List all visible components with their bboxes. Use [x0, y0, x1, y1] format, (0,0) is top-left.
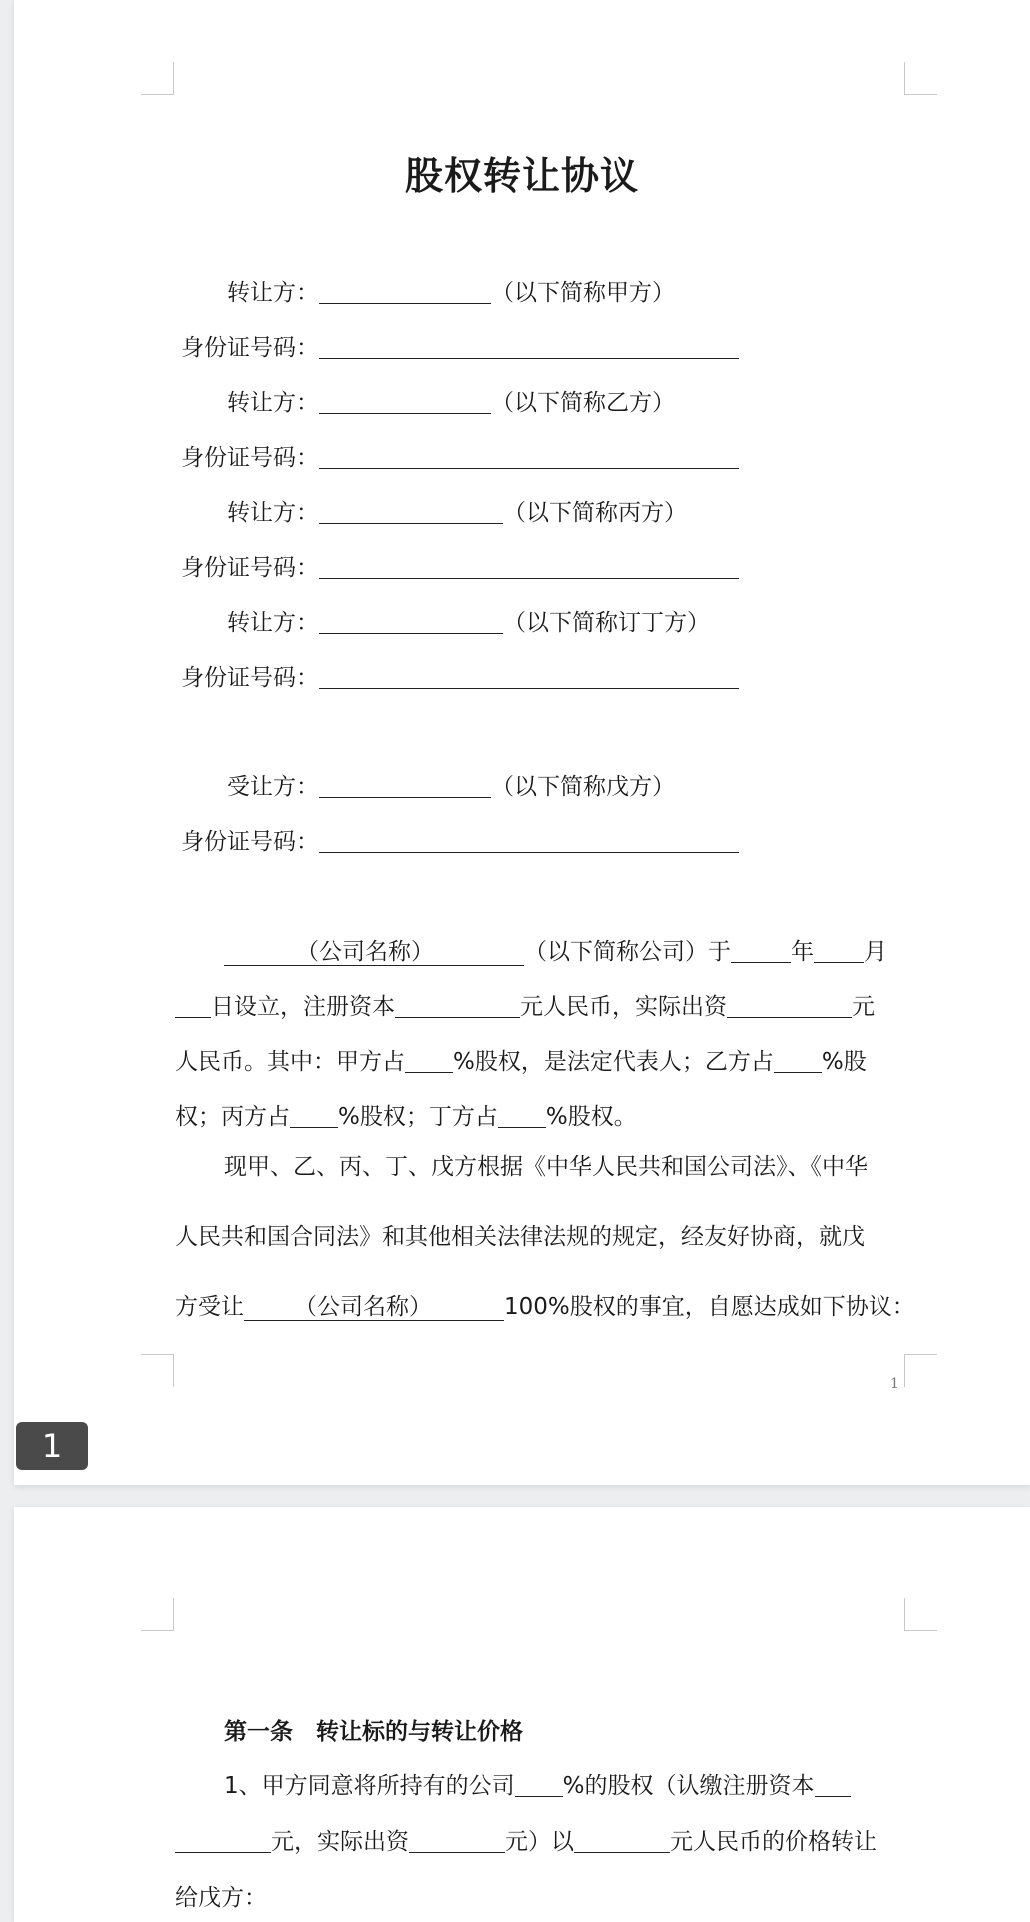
- intro-text: 人民币。其中：甲方占: [175, 1049, 405, 1075]
- id-line-bing: [172, 553, 739, 583]
- party-label: 转让方：: [227, 610, 319, 636]
- document-page-2: [14, 1507, 1030, 1922]
- article1-line-1: [224, 1771, 851, 1801]
- month-blank[interactable]: [814, 938, 864, 963]
- article-text: 元人民币的价格转让: [670, 1829, 877, 1855]
- intro-text: 100%股权的事宜，自愿达成如下协议：: [504, 1294, 915, 1320]
- intro-line-4: [175, 1102, 637, 1132]
- id-label: 身份证号码：: [181, 335, 319, 361]
- id-blank-field[interactable]: [319, 828, 739, 853]
- intro-line-1: [224, 937, 887, 967]
- share-blank[interactable]: [498, 1103, 546, 1128]
- article1-line-3: 给戊方：: [175, 1885, 267, 1911]
- page-number: 1: [890, 1376, 899, 1392]
- document-title: 股权转让协议: [404, 154, 639, 198]
- intro-p2-line-3: [175, 1292, 915, 1322]
- year-blank[interactable]: [731, 938, 791, 963]
- margin-corner-top-right: [904, 1598, 937, 1631]
- share-blank[interactable]: [774, 1048, 822, 1073]
- capital-blank[interactable]: [395, 993, 520, 1018]
- party-label: 转让方：: [227, 390, 319, 416]
- intro-text: %股: [821, 1049, 867, 1075]
- id-blank-field[interactable]: [319, 334, 739, 359]
- party-note: （以下简称丙方）: [503, 500, 687, 526]
- day-blank[interactable]: [175, 993, 211, 1018]
- share-blank[interactable]: [405, 1048, 453, 1073]
- company-name-blank[interactable]: [224, 939, 524, 966]
- month-label: 月: [864, 939, 887, 965]
- id-blank-field[interactable]: [319, 444, 739, 469]
- margin-corner-bottom-left: [141, 1354, 174, 1387]
- id-line-yi: [172, 443, 739, 473]
- article-text: 1、甲方同意将所持有的公司: [224, 1773, 515, 1799]
- intro-text: （以下简称公司）于: [524, 939, 731, 965]
- blank-field[interactable]: [319, 279, 491, 304]
- id-label: 身份证号码：: [181, 665, 319, 691]
- intro-text: 方受让: [175, 1294, 244, 1320]
- year-label: 年: [791, 939, 814, 965]
- blank-field[interactable]: [319, 609, 503, 634]
- intro-text: %股权；丁方占: [338, 1104, 498, 1130]
- party-line-wu: [172, 772, 675, 802]
- capital-blank[interactable]: [815, 1772, 851, 1797]
- intro-p2-line-2: 人民共和国合同法》和其他相关法律法规的规定，经友好协商，就戊: [175, 1224, 865, 1250]
- party-note: （以下简称戊方）: [491, 774, 675, 800]
- price-blank[interactable]: [574, 1828, 670, 1853]
- blank-field[interactable]: [319, 773, 491, 798]
- intro-text: 权；丙方占: [175, 1104, 290, 1130]
- company-name-blank[interactable]: [244, 1294, 504, 1321]
- margin-corner-top-left: [141, 1598, 174, 1631]
- party-note: （以下简称乙方）: [491, 390, 675, 416]
- article-text: 元）以: [505, 1829, 574, 1855]
- intro-text: 日设立，注册资本: [211, 994, 395, 1020]
- article-text: %的股权（认缴注册资本: [562, 1773, 815, 1799]
- intro-text: %股权。: [545, 1104, 637, 1130]
- margin-corner-top-left: [141, 62, 174, 95]
- party-note: （以下简称订丁方）: [503, 610, 710, 636]
- article1-line-2: [175, 1827, 877, 1857]
- intro-text: 元: [852, 994, 875, 1020]
- document-page-1: [14, 0, 1030, 1485]
- intro-line-3: [175, 1047, 867, 1077]
- id-label: 身份证号码：: [181, 555, 319, 581]
- id-line-ding: [172, 663, 739, 693]
- margin-corner-bottom-right: [904, 1354, 937, 1387]
- party-label: 转让方：: [227, 500, 319, 526]
- article-title: 第一条 转让标的与转让价格: [224, 1719, 523, 1745]
- id-line-jia: [172, 333, 739, 363]
- party-label: 受让方：: [227, 774, 319, 800]
- blank-field[interactable]: [319, 389, 491, 414]
- paid-blank[interactable]: [409, 1828, 505, 1853]
- company-placeholder: （公司名称）: [294, 1294, 432, 1320]
- party-line-yi: [172, 388, 675, 418]
- id-line-wu: [172, 827, 739, 857]
- party-line-jia: [172, 278, 675, 308]
- id-label: 身份证号码：: [181, 445, 319, 471]
- capital-blank[interactable]: [175, 1828, 271, 1853]
- paid-blank[interactable]: [727, 993, 852, 1018]
- blank-field[interactable]: [319, 499, 503, 524]
- id-label: 身份证号码：: [181, 829, 319, 855]
- intro-p2-line-1: 现甲、乙、丙、丁、戊方根据《中华人民共和国公司法》、《中华: [224, 1154, 868, 1180]
- party-note: （以下简称甲方）: [491, 280, 675, 306]
- intro-line-2: [175, 992, 875, 1022]
- share-blank[interactable]: [515, 1772, 563, 1797]
- party-line-bing: [172, 498, 687, 528]
- id-blank-field[interactable]: [319, 664, 739, 689]
- share-blank[interactable]: [290, 1103, 338, 1128]
- company-placeholder: （公司名称）: [296, 939, 434, 965]
- page-indicator-badge: 1: [16, 1422, 88, 1470]
- margin-corner-top-right: [904, 62, 937, 95]
- party-label: 转让方：: [227, 280, 319, 306]
- intro-text: %股权，是法定代表人；乙方占: [453, 1049, 774, 1075]
- article-text: 元，实际出资: [271, 1829, 409, 1855]
- party-line-ding: [172, 608, 710, 638]
- id-blank-field[interactable]: [319, 554, 739, 579]
- intro-text: 元人民币，实际出资: [520, 994, 727, 1020]
